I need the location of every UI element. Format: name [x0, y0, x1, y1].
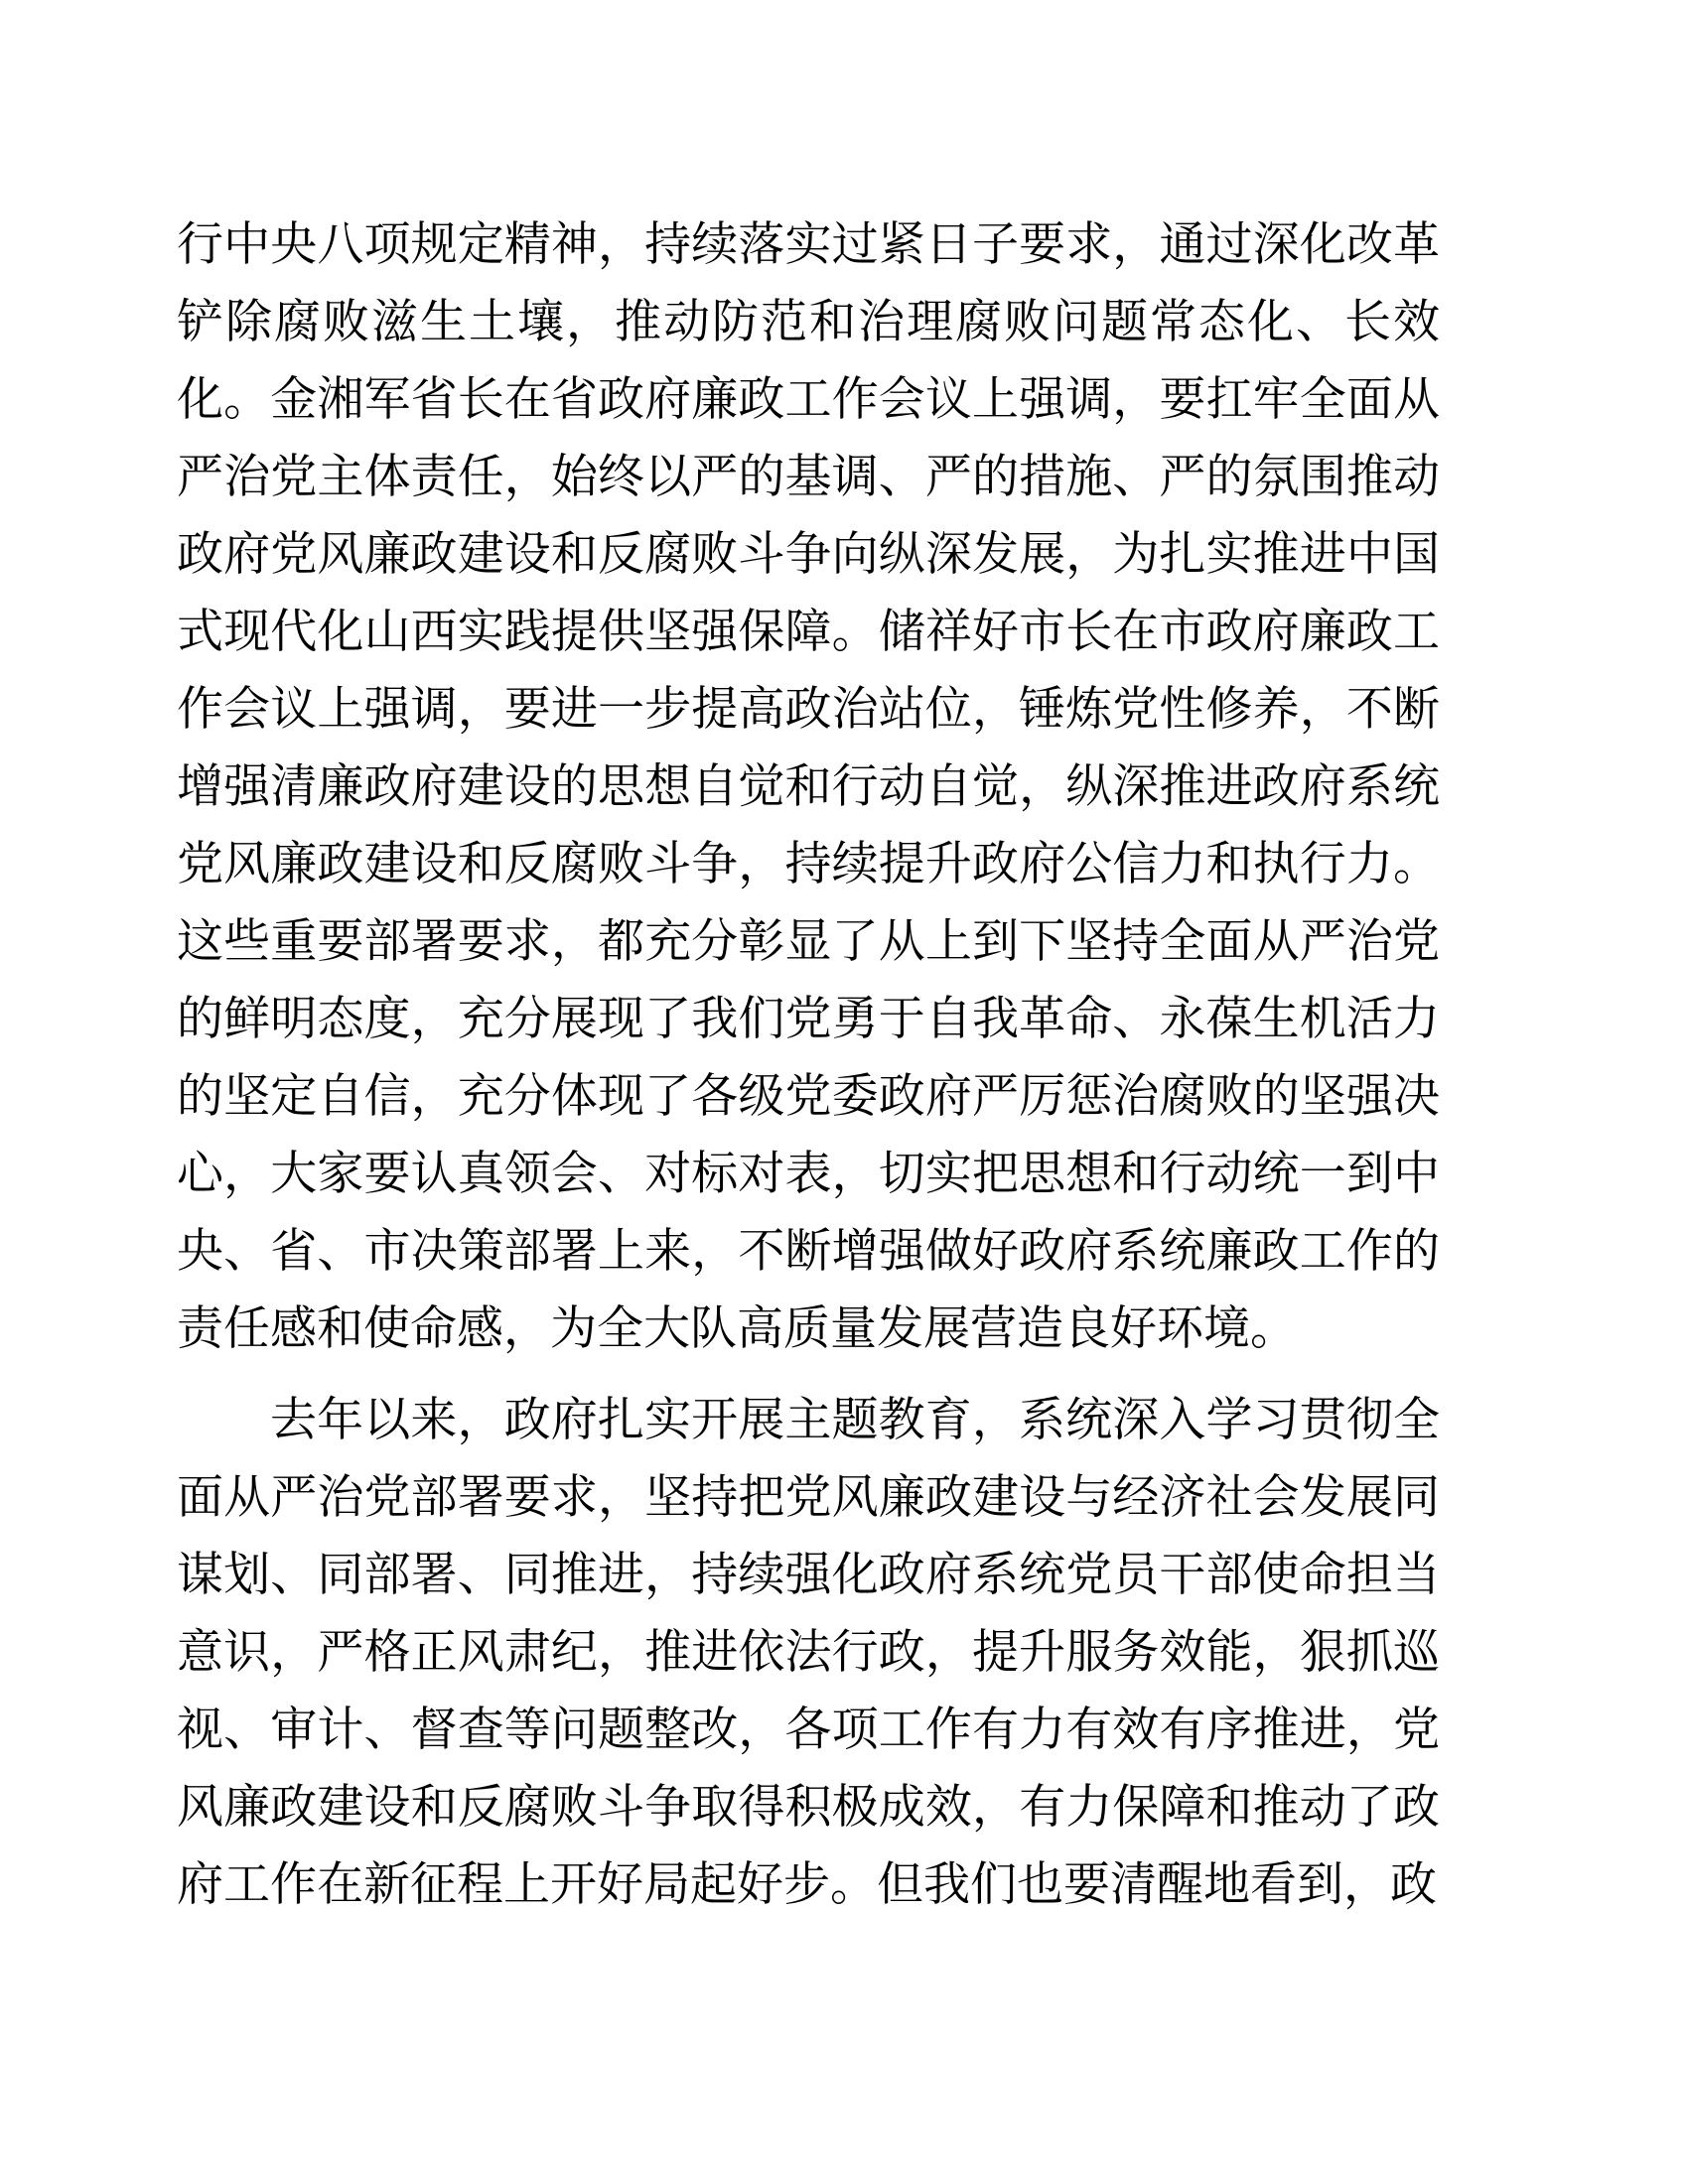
text-line: 意识，严格正风肃纪，推进依法行政，提升服务效能，狠抓巡	[177, 1625, 1440, 1678]
text-line: 化。金湘军省长在省政府廉政工作会议上强调，要扛牢全面从	[177, 372, 1440, 425]
text-line: 的鲜明态度，充分展现了我们党勇于自我革命、永葆生机活力	[177, 992, 1440, 1044]
text-line: 作会议上强调，要进一步提高政治站位，锤炼党性修养，不断	[177, 682, 1440, 735]
text-line: 谋划、同部署、同推进，持续强化政府系统党员干部使命担当	[177, 1548, 1440, 1600]
text-line: 铲除腐败滋生土壤，推动防范和治理腐败问题常态化、长效	[177, 295, 1440, 347]
page-text	[177, 205, 1440, 1923]
text-line: 党风廉政建设和反腐败斗争，持续提升政府公信力和执行力。	[177, 837, 1440, 889]
text-line: 风廉政建设和反腐败斗争取得积极成效，有力保障和推动了政	[177, 1780, 1440, 1833]
paragraph	[177, 1381, 1440, 1923]
text-line: 政府党风廉政建设和反腐败斗争向纵深发展，为扎实推进中国	[177, 527, 1440, 580]
text-line: 这些重要部署要求，都充分彰显了从上到下坚持全面从严治党	[177, 914, 1440, 967]
text-line: 式现代化山西实践提供坚强保障。储祥好市长在市政府廉政工	[177, 605, 1440, 657]
text-line: 去年以来，政府扎实开展主题教育，系统深入学习贯彻全	[270, 1393, 1440, 1445]
text-line: 行中央八项规定精神，持续落实过紧日子要求，通过深化改革	[177, 217, 1440, 270]
text-line: 面从严治党部署要求，坚持把党风廉政建设与经济社会发展同	[177, 1470, 1440, 1523]
text-line: 的坚定自信，充分体现了各级党委政府严厉惩治腐败的坚强决	[177, 1069, 1440, 1122]
text-line: 视、审计、督查等问题整改，各项工作有力有效有序推进，党	[177, 1703, 1440, 1755]
text-line: 增强清廉政府建设的思想自觉和行动自觉，纵深推进政府系统	[177, 759, 1440, 812]
paragraph	[177, 205, 1440, 1367]
text-line: 央、省、市决策部署上来，不断增强做好政府系统廉政工作的	[177, 1224, 1440, 1277]
text-line: 严治党主体责任，始终以严的基调、严的措施、严的氛围推动	[177, 450, 1440, 502]
text-line: 心，大家要认真领会、对标对表，切实把思想和行动统一到中	[177, 1147, 1440, 1199]
text-line: 责任感和使命感，为全大队高质量发展营造良好环境。	[177, 1301, 1297, 1354]
text-line: 府工作在新征程上开好局起好步。但我们也要清醒地看到，政	[177, 1857, 1437, 1910]
